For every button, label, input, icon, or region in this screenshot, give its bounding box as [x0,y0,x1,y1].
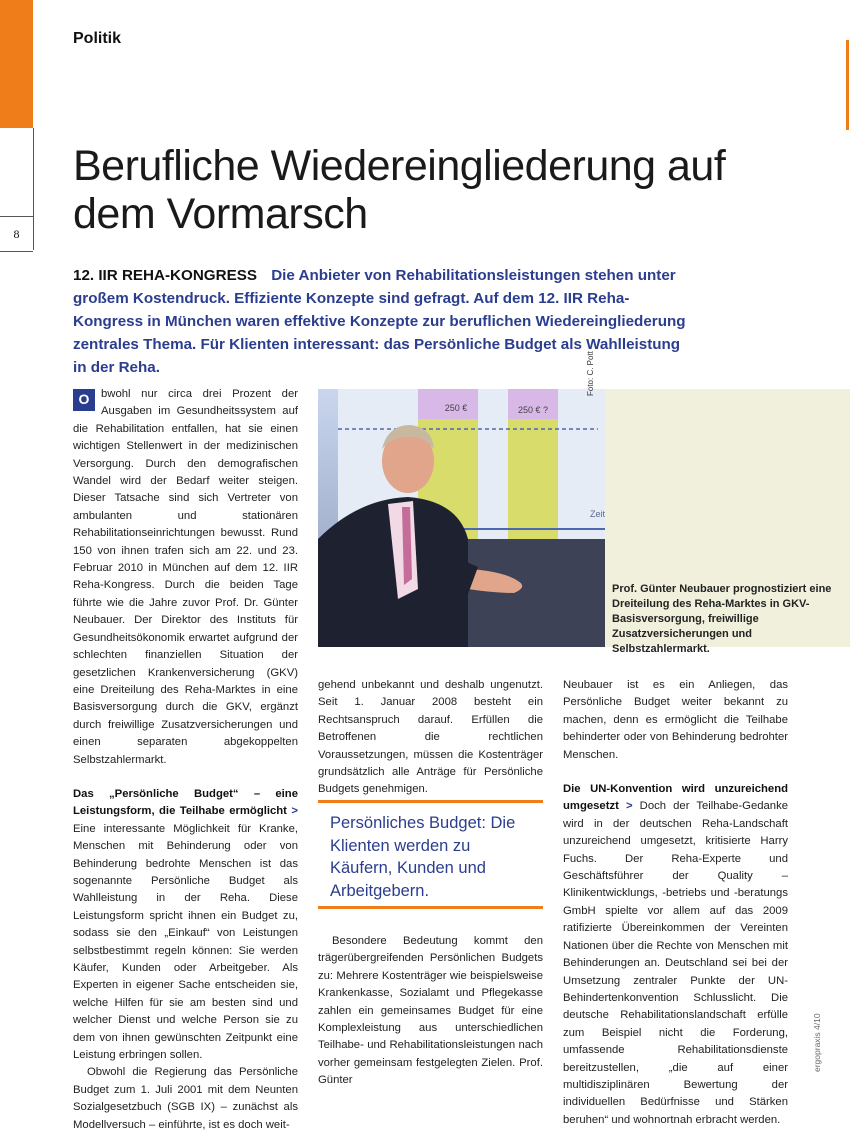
speaker-photo [318,389,605,647]
subhead-un-convention: Die UN-Konvention wird unzureichend umgesetzt [563,783,788,813]
slide-label-5: Zeit [590,509,605,519]
article-column-2-top [318,677,543,799]
col2-paragraph-1: gehend unbekannt und deshalb ungenutzt. Seit 1. Januar 2008 besteht ein Rechtsanspruch darauf. Erfüllen die Betroffenen die rechtlichen Voraussetzungen, müssen die Kostenträger grundsätzlich alle Anträge für Persönliche Budgets genehmigen. [318,679,543,796]
slide-label-1: 250 € [444,403,468,413]
col2-paragraph-2: Besondere Bedeutung kommt den trägerübergreifenden Persönlichen Budgets zu: Mehrere Kostenträger wie beispielsweise Krankenkasse, Sozialamt und Pflegekasse zahlen ein gemeinsames Budget für eine Komplexleistung aus unterschiedlichen Teilhabe- und Rehabilitationsleistungen nach vorher gemeinsam festgelegten Zielen. Prof. Günter [318,935,543,1087]
pullquote: Persönliches Budget: Die Klienten werden zu Käufern, Kunden und Arbeitgebern. [330,814,516,900]
article-column-2-bottom [318,933,543,1090]
article-column-1 [73,386,298,1134]
arrow-icon: > [291,805,298,818]
intro-text: bwohl nur circa drei Prozent der Ausgaben im Gesundheitssystem auf die Rehabilitation entfallen, hat sie einen wichtigen Stellenwert in der medizinischen Versorgung. Durch den demografischen Wandel wird der Bedarf weiter steigen. Dieser Tatsache sind sich Vertreter von ambulanten und stationären Rehabilitationseinrichtungen bewusst. Rund 150 von ihnen trafen sich am 22. und 23. Februar 2010 in München auf dem 12. IIR Reha-Kongress. Durch die beiden Tage führte wie die Jahre zuvor Prof. Dr. Günter Neubauer. Der Direktor des Instituts für Gesundheitsökonomik erwartet aufgrund der schlechten finanziellen Situation der gesetzlichen Krankenversicherung (GKV) eine Dreiteilung des Reha-Marktes in eine Basisversorgung durch die GKV, ergänzt durch freiwillige Zusatzversicherungen und einen separaten abgekoppelten Selbstzahlermarkt. [73,388,298,766]
subhead-budget: Das „Persönliche Budget“ – eine Leistungsform, die Teilhabe ermöglicht [73,787,298,818]
budget-text: Eine interessante Möglichkeit für Kranke, Menschen mit Behinderung oder von Behinderung bedrohte Menschen ist das sogenannte Persönliche Budget als Wahlleistung in der Reha. Diese Leistungsform spricht ihnen ein Budget zu, sodass sie den „Einkauf“ von Leistungen selbstbestimmt regeln können: Sie werden Käufer, Kunden oder Arbeitgeber. Als Experten in eigener Sache entscheiden sie, welche Hilfen für sie am besten sind und welcher Dienst und welche Person sie zu dem von ihnen gewünschten Zeitpunkt eine Leistung erbringen sollen. [73,822,298,1062]
photo-illustration [318,389,605,647]
un-text: Doch der Teilhabe-Gedanke wird in der deutschen Reha-Landschaft unzureichend umgesetzt, kritisierte Harry Fuchs. Der Reha-Experte und Geschäftsführer der Quality – Klinikentwicklungs, -betriebs und -beratungs GmbH spielte vor allem auf das 2009 ratifizierte Übereinkommen der Vereinten Nationen über die Rechte von Menschen mit Behinderungen an. Deutschland sei bei der Umsetzung zentraler Punkte der UN-Behindertenkonvention Schlusslicht. Die deutsche Rehabilitationslandschaft erfülle zum Beispiel nicht die Forderung, umfassende Rehabilitationsdienste bereitzustellen, „die auf einer multidisziplinären Bewertung der individuellen Bedürfnisse und Stärken beruhen“ und wohnortnah erbracht werden. [563,800,789,1126]
budget-paragraph [73,786,298,1065]
slide-label-2: 250 € ? [517,405,549,415]
photo-caption: Prof. Günter Neubauer prognostiziert eine Dreiteilung des Reha-Marktes in GKV-Basisversorgung, freiwillige Zusatzversicherungen und Selbstzahlermarkt. [612,583,832,655]
lead-text: Die Anbieter von Rehabilitationsleistungen stehen unter großem Kostendruck. Effiziente Konzepte sind gefragt. Auf dem 12. IIR Reha-Kongress in München waren effektive Konzepte zur beruflichen Wiedereingliederung zentrales Thema. Für Klienten interessant: das Persönliche Budget als Wahlleistung in der Reha. [73,267,686,376]
arrow-icon: > [625,800,633,813]
margin-rule [33,128,34,250]
photo-credit: Foto: C. Pott [586,351,595,396]
magazine-reference: ergopraxis 4/10 [812,1013,822,1072]
section-color-tab [0,0,33,128]
right-edge-mark [846,40,849,130]
drop-cap: O [73,389,95,411]
section-label: Politik [73,30,122,47]
lead-paragraph [73,264,693,379]
page-number: 8 [0,216,33,252]
col3-paragraph-1: Neubauer ist es ein Anliegen, das Persönliche Budget weiter bekannt zu machen, denn es ermöglicht die Teilhabe behinderter oder von Behinderung bedrohter Menschen. [563,679,788,761]
lead-kicker: 12. IIR REHA-KONGRESS [73,267,257,284]
headline: Berufliche Wiedereingliederung auf dem Vormarsch [73,142,726,238]
government-paragraph: Obwohl die Regierung das Persönliche Budget zum 1. Juli 2001 mit dem Neunten Sozialgesetzbuch (SGB IX) – zunächst als Modellversuch – einführte, ist es doch weit- [73,1066,298,1131]
article-column-3 [563,677,788,1129]
un-paragraph [563,781,788,1129]
intro-paragraph [73,386,298,769]
